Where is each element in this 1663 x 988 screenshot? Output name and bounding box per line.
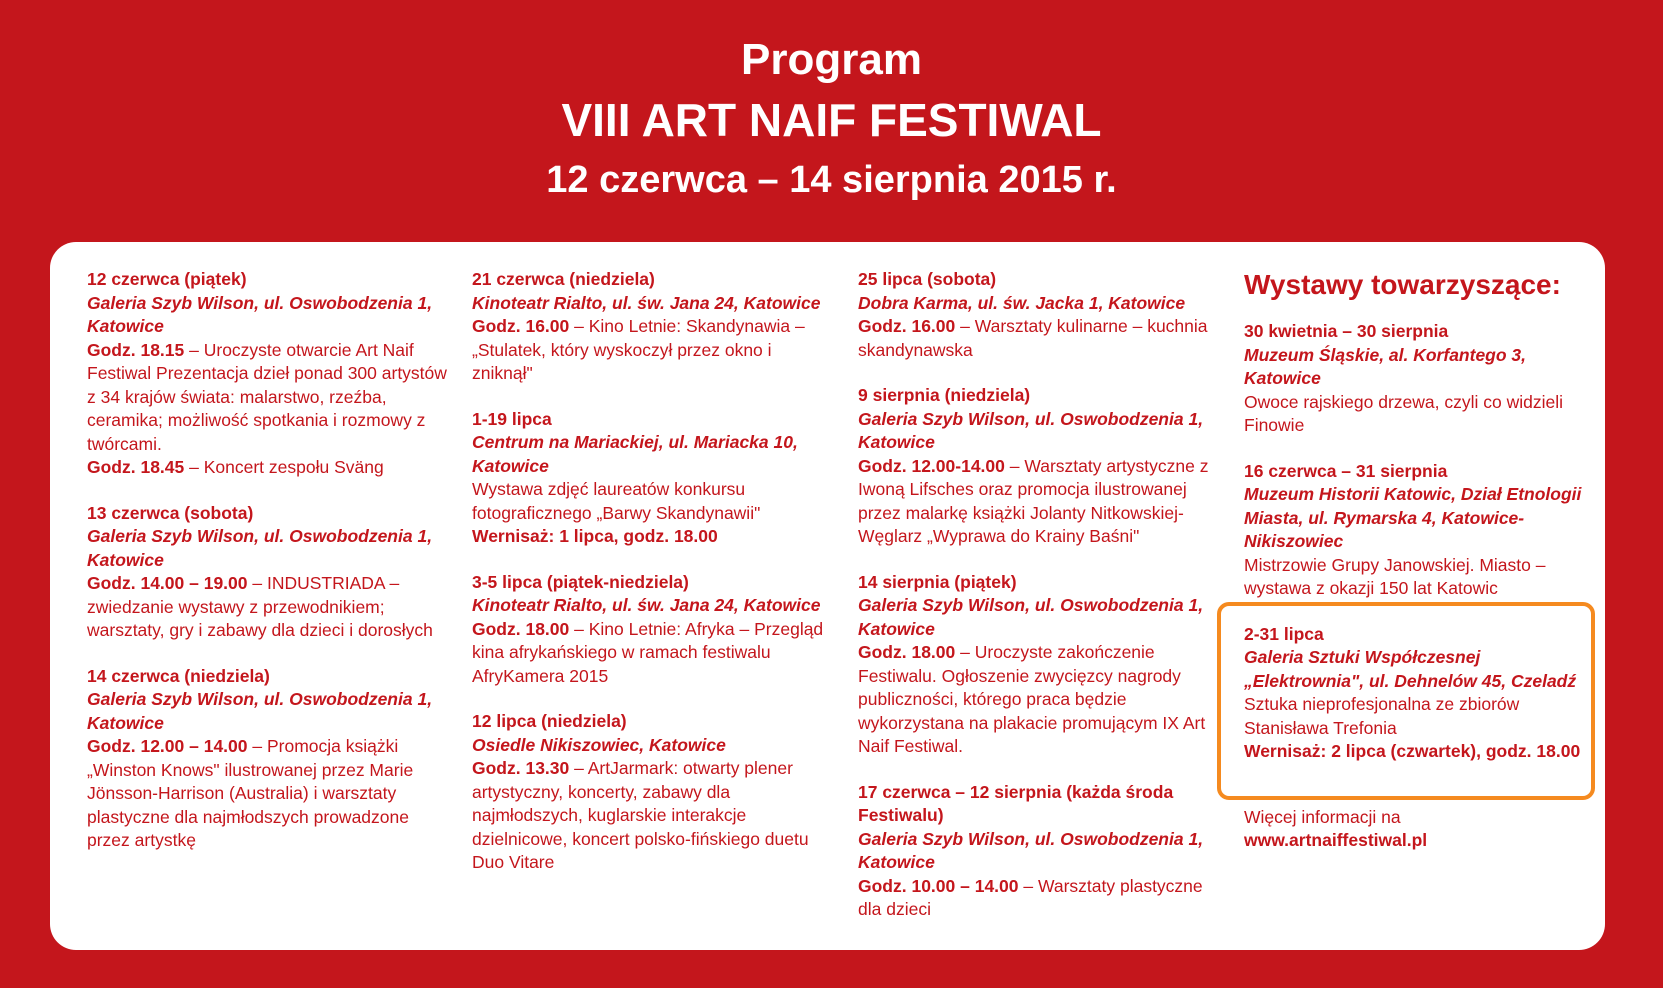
event-venue: Dobra Karma, ul. św. Jacka 1, Katowice	[858, 292, 1186, 313]
program-column-3	[858, 268, 1223, 944]
highlight-box	[1217, 602, 1595, 800]
program-title: Program	[741, 35, 922, 84]
event-venue: Muzeum Śląskie, al. Korfantego 3, Katowice	[1244, 344, 1527, 388]
more-info	[1244, 806, 1599, 853]
event-item	[858, 384, 1223, 549]
festival-dates: 12 czerwca – 14 sierpnia 2015 r.	[546, 159, 1117, 201]
event-item	[858, 781, 1223, 922]
exhibition-item	[1244, 460, 1599, 601]
event-date: 3-5 lipca (piątek-niedziela)	[472, 571, 689, 592]
event-description: Sztuka nieprofesjonalna ze zbiorów Stanisława Trefonia	[1244, 694, 1520, 738]
event-description: Godz. 12.00 – 14.00 – Promocja książki „Winston Knows" ilustrowanej przez Marie Jönsson-Harrison (Australia) i warsztaty plastyczne dla najmłodszych prowadzone przez artystkę	[87, 736, 414, 850]
event-description: Godz. 16.00 – Kino Letnie: Skandynawia – „Stulatek, który wyskoczył przez okno i zniknął"	[472, 316, 805, 383]
event-time: Godz. 12.00 – 14.00	[87, 736, 248, 756]
event-description: Godz. 10.00 – 14.00 – Warsztaty plastyczne dla dzieci	[858, 875, 1203, 919]
event-date: 1-19 lipca	[472, 408, 552, 429]
event-venue: Galeria Szyb Wilson, ul. Oswobodzenia 1, Katowice	[87, 689, 433, 733]
event-time: Godz. 12.00-14.00	[858, 455, 1005, 476]
exhibition-item	[1244, 320, 1599, 438]
event-date: 21 czerwca (niedziela)	[472, 269, 655, 289]
event-item	[472, 571, 832, 689]
more-info-label: Więcej informacji na	[1244, 806, 1401, 827]
event-description: Godz. 18.00 – Uroczyste zakończenie Festiwalu. Ogłoszenie zwycięzcy nagrody publiczności, którego praca będzie wykorzystana na plakacie promującym IX Art Naif Festiwal.	[858, 642, 1206, 756]
event-item	[87, 665, 447, 853]
event-item	[87, 502, 447, 643]
event-item	[858, 268, 1223, 362]
event-date: 16 czerwca – 31 sierpnia	[1244, 460, 1448, 481]
event-time: Godz. 18.00	[472, 618, 570, 639]
event-description: Godz. 18.00 – Kino Letnie: Afryka – Przegląd kina afrykańskiego w ramach festiwalu AfryKamera 2015	[472, 618, 824, 686]
event-time: Godz. 10.00 – 14.00	[858, 875, 1019, 896]
event-date: 30 kwietnia – 30 sierpnia	[1244, 321, 1449, 341]
event-opening: Wernisaż: 1 lipca, godz. 18.00	[472, 526, 718, 546]
event-date: 12 lipca (niedziela)	[472, 711, 627, 731]
event-item	[472, 710, 832, 875]
event-time: Godz. 14.00 – 19.00	[87, 573, 248, 593]
event-venue: Centrum na Mariackiej, ul. Mariacka 10, Katowice	[472, 432, 798, 476]
side-heading: Wystawy towarzyszące:	[1244, 269, 1561, 300]
event-time: Godz. 18.45	[87, 457, 185, 477]
event-venue: Kinoteatr Rialto, ul. św. Jana 24, Katowice	[472, 292, 821, 313]
event-time: Godz. 18.00	[858, 642, 956, 662]
event-date: 14 sierpnia (piątek)	[858, 571, 1017, 592]
event-item	[858, 571, 1223, 759]
event-date: 9 sierpnia (niedziela)	[858, 385, 1031, 405]
event-description: Godz. 14.00 – 19.00 – INDUSTRIADA – zwiedzanie wystawy z przewodnikiem; warsztaty, gry i zabawy dla dzieci i dorosłych	[87, 573, 433, 640]
event-venue: Kinoteatr Rialto, ul. św. Jana 24, Katowice	[472, 595, 821, 615]
event-description: Godz. 13.30 – ArtJarmark: otwarty plener artystyczny, koncerty, zabawy dla najmłodszych, kuglarskie interakcje dzielnicowe, koncert polsko-fińskiego duetu Duo Vitare	[472, 758, 809, 872]
program-card	[50, 242, 1605, 950]
festival-name: VIII ART NAIF FESTIWAL	[561, 94, 1102, 146]
event-venue: Galeria Szyb Wilson, ul. Oswobodzenia 1, Katowice	[858, 408, 1204, 452]
event-date: 13 czerwca (sobota)	[87, 502, 254, 523]
event-venue: Galeria Sztuki Współczesnej „Elektrownia", ul. Dehnelów 45, Czeladź	[1244, 647, 1577, 691]
event-venue: Galeria Szyb Wilson, ul. Oswobodzenia 1, Katowice	[87, 292, 433, 336]
event-venue: Galeria Szyb Wilson, ul. Oswobodzenia 1, Katowice	[858, 595, 1204, 639]
event-time: Godz. 16.00	[472, 316, 570, 336]
event-description: Godz. 18.45 – Koncert zespołu Sväng	[87, 457, 384, 477]
event-description: Godz. 12.00-14.00 – Warsztaty artystyczne z Iwoną Lifsches oraz promocja ilustrowanej przez malarkę książki Jolanty Nitkowskiej-Węglarz „Wyprawa do Krainy Baśni"	[858, 455, 1209, 546]
event-venue: Galeria Szyb Wilson, ul. Oswobodzenia 1, Katowice	[858, 828, 1204, 872]
event-item	[472, 268, 832, 386]
event-item	[87, 268, 447, 480]
event-date: 12 czerwca (piątek)	[87, 269, 247, 289]
event-item	[472, 408, 832, 549]
event-description: Mistrzowie Grupy Janowskiej. Miasto – wystawa z okazji 150 lat Katowic	[1244, 554, 1546, 598]
website-link[interactable]: www.artnaiffestiwal.pl	[1244, 830, 1428, 850]
event-description: Godz. 16.00 – Warsztaty kulinarne – kuchnia skandynawska	[858, 316, 1208, 360]
event-description: Godz. 18.15 – Uroczyste otwarcie Art Naif Festiwal Prezentacja dzieł ponad 300 artystów z 34 krajów świata: malarstwo, rzeźba, ceramika; możliwość spotkania i rozmowy z twórcami.	[87, 339, 447, 454]
event-date: 2-31 lipca	[1244, 623, 1324, 644]
event-description: Owoce rajskiego drzewa, czyli co widzieli Finowie	[1244, 391, 1563, 435]
program-header	[0, 30, 1663, 210]
event-date: 25 lipca (sobota)	[858, 269, 997, 289]
event-time: Godz. 18.15	[87, 339, 185, 360]
event-venue: Muzeum Historii Katowic, Dział Etnologii Miasta, ul. Rymarska 4, Katowice-Nikiszowiec	[1244, 484, 1582, 551]
event-venue: Osiedle Nikiszowiec, Katowice	[472, 734, 726, 755]
event-time: Godz. 13.30	[472, 758, 570, 778]
event-time: Godz. 16.00	[858, 316, 956, 336]
program-column-1	[87, 268, 447, 875]
event-opening: Wernisaż: 2 lipca (czwartek), godz. 18.00	[1244, 741, 1581, 761]
event-date: 14 czerwca (niedziela)	[87, 665, 270, 686]
event-description: Wystawa zdjęć laureatów konkursu fotograficznego „Barwy Skandynawii"	[472, 479, 761, 523]
event-venue: Galeria Szyb Wilson, ul. Oswobodzenia 1, Katowice	[87, 526, 433, 570]
program-column-2	[472, 268, 832, 897]
event-date: 17 czerwca – 12 sierpnia (każda środa Festiwalu)	[858, 781, 1174, 825]
